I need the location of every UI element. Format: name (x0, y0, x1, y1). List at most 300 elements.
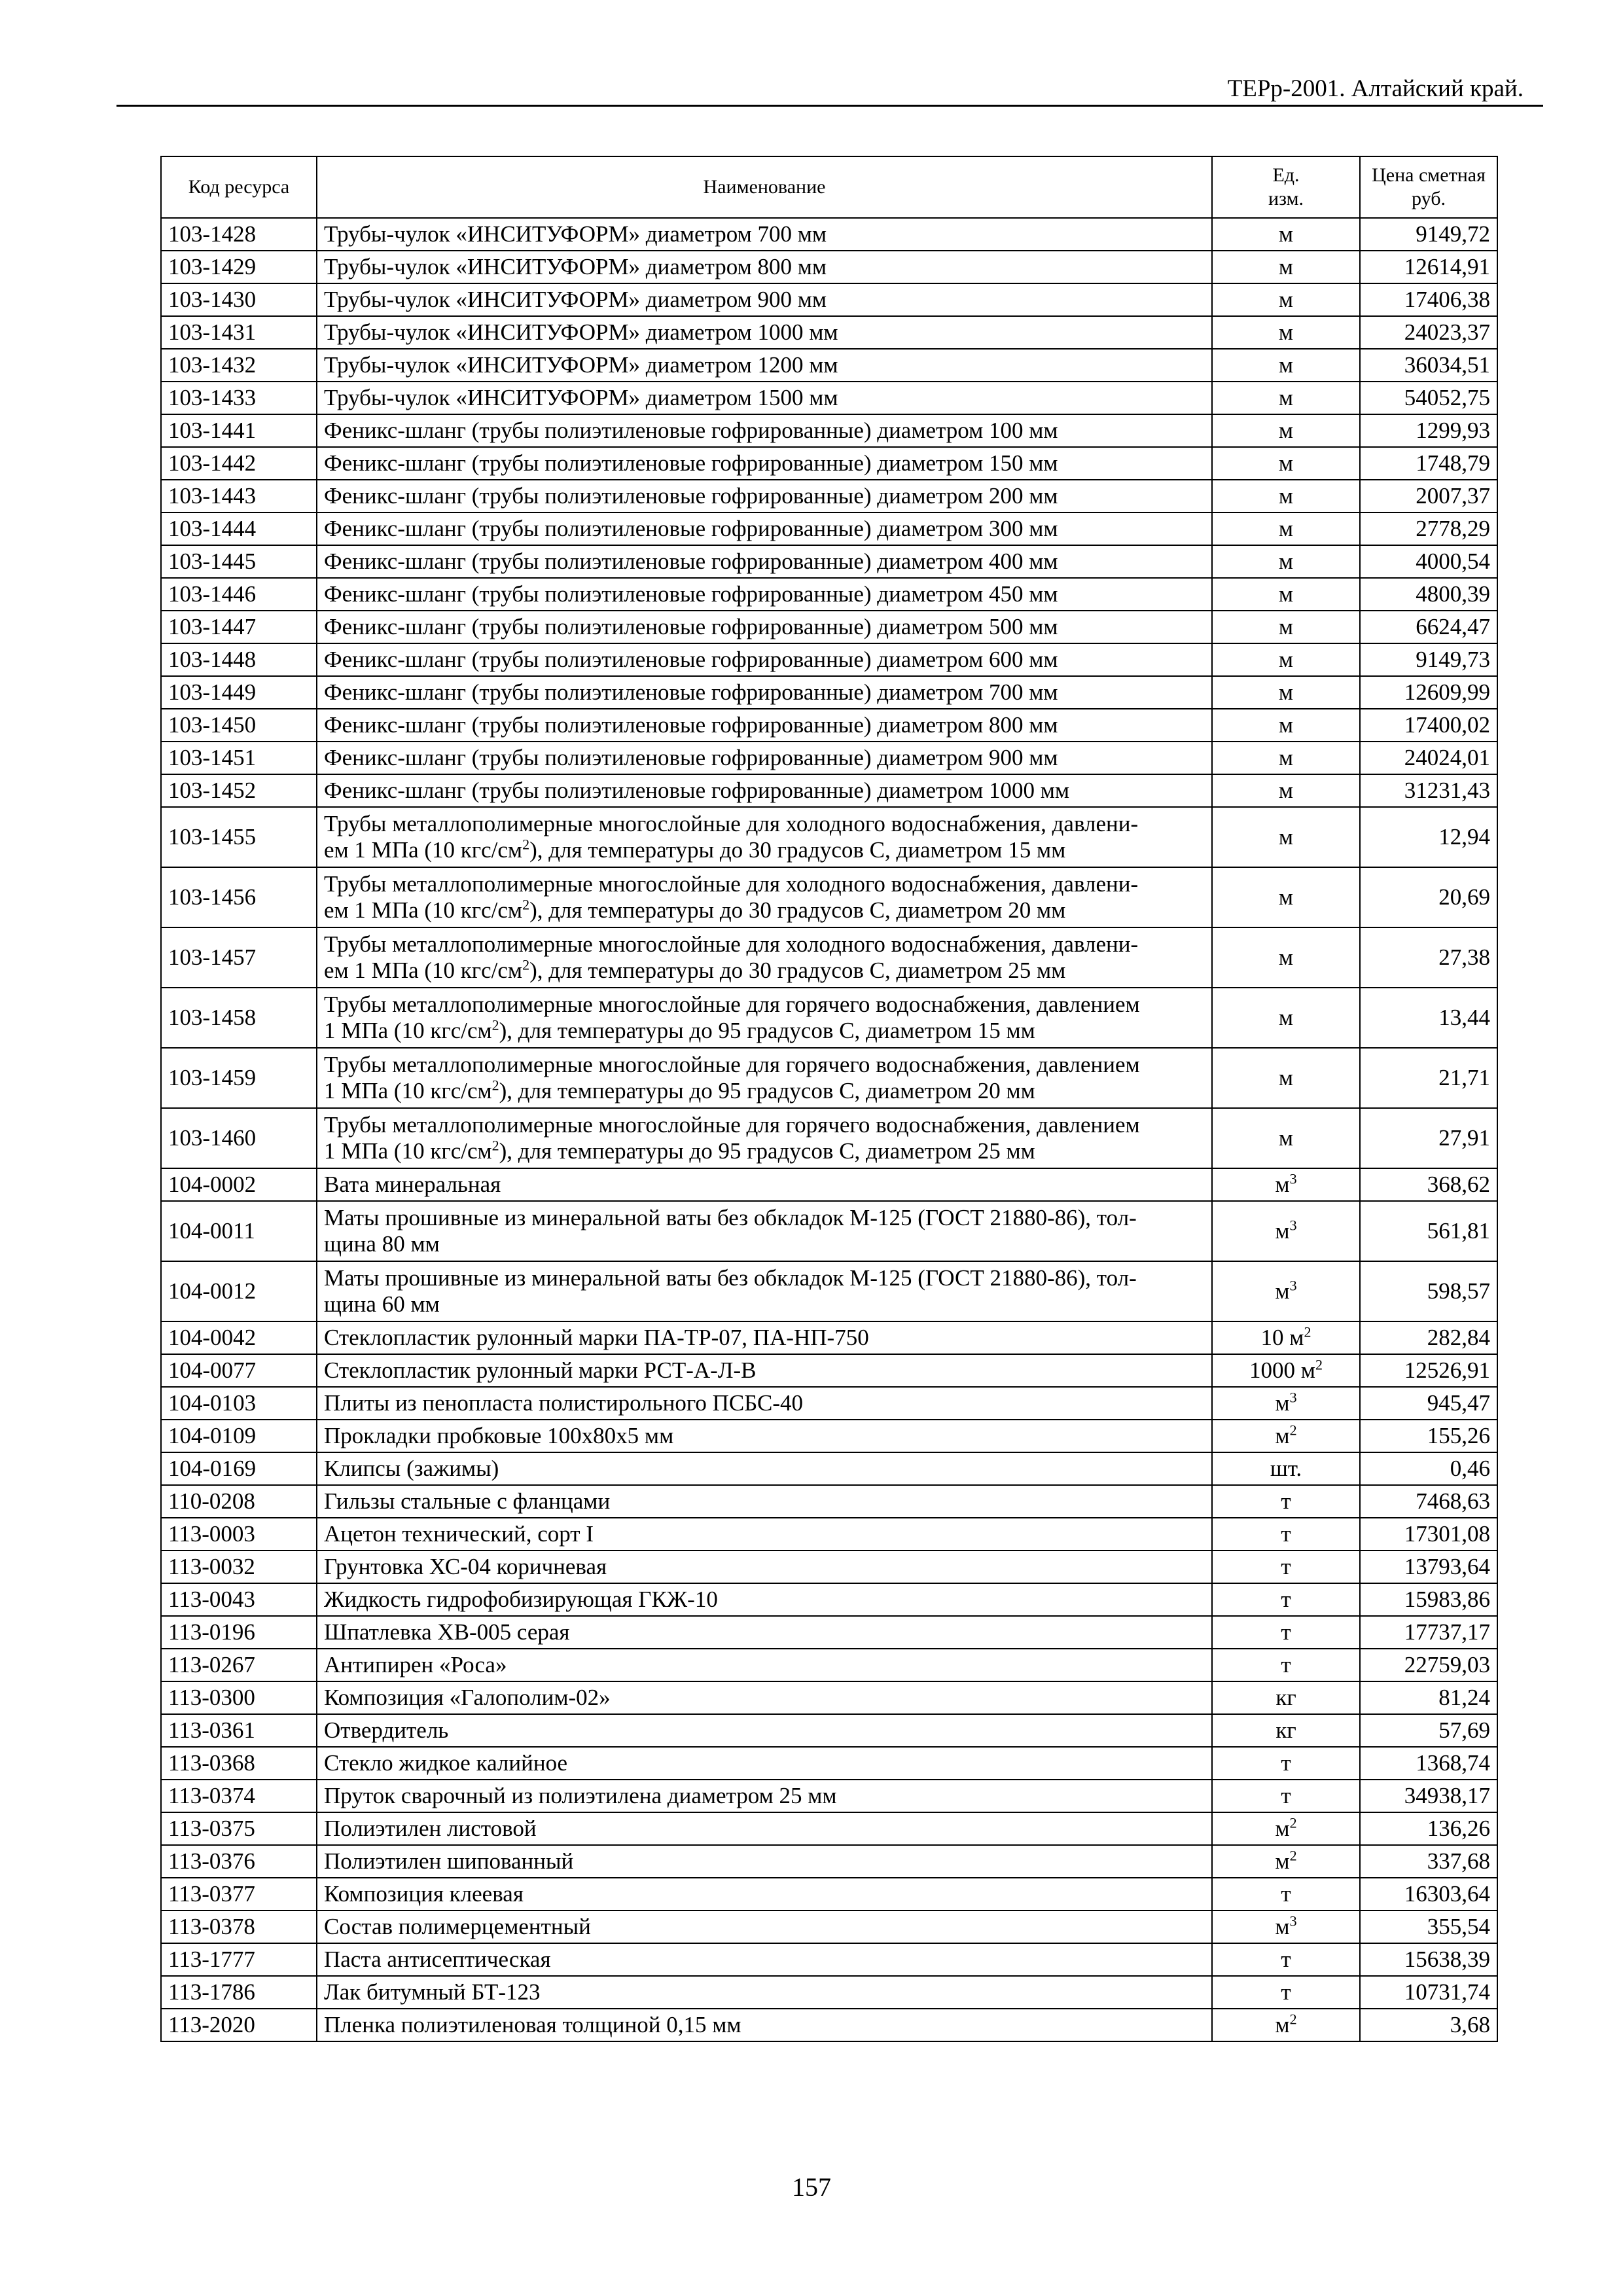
resource-code: 104-0012 (168, 1278, 257, 1304)
unit-of-measure: м (1275, 2012, 1290, 2037)
resource-code-cell (161, 316, 317, 349)
table-row (161, 807, 1497, 867)
unit-of-measure: т (1281, 1521, 1291, 1547)
unit-cell (1212, 218, 1360, 251)
resource-name: Шпатлевка ХВ-005 серая (324, 1619, 570, 1645)
unit-cell (1212, 1452, 1360, 1485)
resource-code-cell (161, 1649, 317, 1681)
estimated-price: 17400,02 (1404, 712, 1490, 738)
resource-name-cell (317, 1485, 1212, 1518)
resource-name-line: Трубы металлополимерные многослойные для холодного водоснабжения, давлени- (324, 811, 1139, 836)
table-row (161, 1108, 1497, 1168)
unit-superscript: 2 (1315, 1356, 1323, 1373)
table-row (161, 988, 1497, 1048)
price-cell (1360, 1943, 1497, 1976)
resource-name-cell (317, 218, 1212, 251)
price-cell (1360, 1780, 1497, 1812)
unit-of-measure: кг (1275, 1717, 1296, 1743)
resource-name-cell (317, 1518, 1212, 1551)
resource-code: 113-0376 (168, 1848, 255, 1874)
estimated-price: 12609,99 (1404, 679, 1490, 705)
unit-cell (1212, 382, 1360, 414)
unit-cell (1212, 414, 1360, 447)
running-header (116, 71, 1543, 107)
resource-name: Стеклопластик рулонный марки РСТ-А-Л-В (324, 1357, 757, 1383)
table-row (161, 283, 1497, 316)
unit-cell (1212, 709, 1360, 742)
resource-name-cell (317, 382, 1212, 414)
estimated-price: 561,81 (1427, 1218, 1490, 1244)
table-row (161, 1583, 1497, 1616)
resource-code: 103-1429 (168, 254, 257, 279)
resource-name: Лак битумный БТ-123 (324, 1979, 541, 2005)
superscript: 2 (491, 1016, 499, 1033)
estimated-price: 36034,51 (1404, 352, 1490, 378)
resource-code: 103-1446 (168, 581, 257, 607)
resource-code: 113-0043 (168, 1587, 255, 1612)
unit-superscript: 3 (1289, 1277, 1297, 1294)
table-row (161, 545, 1497, 578)
unit-cell (1212, 1108, 1360, 1168)
table-row (161, 251, 1497, 283)
resource-name-cell (317, 316, 1212, 349)
table-row (161, 1878, 1497, 1910)
resource-code-cell (161, 1420, 317, 1452)
unit-of-measure: т (1281, 1587, 1291, 1612)
estimated-price: 27,91 (1438, 1125, 1490, 1151)
table-row (161, 1048, 1497, 1108)
unit-cell (1212, 1616, 1360, 1649)
unit-of-measure: м (1278, 1125, 1294, 1151)
resource-name: Жидкость гидрофобизирующая ГКЖ-10 (324, 1587, 718, 1612)
unit-cell (1212, 578, 1360, 611)
unit-cell (1212, 1714, 1360, 1747)
resource-code-cell (161, 218, 317, 251)
estimated-price: 598,57 (1427, 1278, 1490, 1304)
price-cell (1360, 643, 1497, 676)
unit-of-measure: м (1278, 483, 1294, 509)
price-cell (1360, 251, 1497, 283)
resource-name-cell (317, 1551, 1212, 1583)
table-row (161, 1387, 1497, 1420)
resource-name-cell (317, 927, 1212, 988)
resource-name-line: ), для температуры до 30 градусов С, диаметром 20 мм (529, 897, 1066, 923)
resource-code-cell (161, 927, 317, 988)
resource-code: 104-0042 (168, 1325, 257, 1350)
unit-of-measure: м (1278, 548, 1294, 574)
price-cell (1360, 709, 1497, 742)
resource-name: Паста антисептическая (324, 1946, 551, 1972)
price-cell (1360, 1452, 1497, 1485)
superscript: 2 (522, 836, 530, 853)
resource-code: 103-1457 (168, 944, 257, 970)
resource-name-cell (317, 1354, 1212, 1387)
resource-name: Феникс-шланг (трубы полиэтиленовые гофрированные) диаметром 100 мм (324, 418, 1058, 443)
resource-code: 113-0375 (168, 1816, 255, 1841)
unit-cell (1212, 2009, 1360, 2041)
unit-cell (1212, 643, 1360, 676)
estimated-price: 27,38 (1438, 944, 1490, 970)
resource-name-cell (317, 283, 1212, 316)
price-cell (1360, 1168, 1497, 1201)
resource-code-cell (161, 414, 317, 447)
price-cell (1360, 611, 1497, 643)
resource-name-cell (317, 349, 1212, 382)
estimated-price: 9149,73 (1416, 647, 1490, 672)
price-cell (1360, 1420, 1497, 1452)
resource-name-line: ем 1 МПа (10 кгс/см (324, 897, 523, 923)
resource-name-cell (317, 1845, 1212, 1878)
table-row (161, 1649, 1497, 1681)
unit-of-measure: м (1278, 287, 1294, 312)
table-row (161, 1168, 1497, 1201)
unit-cell (1212, 1812, 1360, 1845)
resource-code: 104-0077 (168, 1357, 257, 1383)
unit-superscript: 3 (1289, 1217, 1297, 1234)
resource-code: 110-0208 (168, 1488, 255, 1514)
table-row (161, 1261, 1497, 1321)
resource-name-cell (317, 988, 1212, 1048)
table-row (161, 382, 1497, 414)
resource-name-line: щина 60 мм (324, 1291, 440, 1317)
resource-code-cell (161, 283, 317, 316)
unit-of-measure: кг (1275, 1685, 1296, 1710)
resource-code-cell (161, 1387, 317, 1420)
resource-code: 104-0002 (168, 1172, 257, 1197)
unit-of-measure: м (1278, 450, 1294, 476)
resource-code: 104-0011 (168, 1218, 255, 1244)
table-row (161, 218, 1497, 251)
page-number: 157 (792, 2172, 831, 2202)
resource-name: Вата минеральная (324, 1172, 501, 1197)
unit-cell (1212, 1878, 1360, 1910)
unit-cell (1212, 480, 1360, 512)
resource-code: 103-1432 (168, 352, 257, 378)
resource-name-line: Трубы металлополимерные многослойные для холодного водоснабжения, давлени- (324, 931, 1139, 957)
resource-name-cell (317, 1583, 1212, 1616)
resource-name-cell (317, 1452, 1212, 1485)
unit-of-measure: м (1278, 319, 1294, 345)
table-row (161, 512, 1497, 545)
estimated-price: 81,24 (1438, 1685, 1490, 1710)
resource-code-cell (161, 1551, 317, 1583)
resource-code: 103-1428 (168, 221, 257, 247)
unit-of-measure: м (1278, 778, 1294, 803)
resource-code: 113-1786 (168, 1979, 255, 2005)
unit-of-measure: м (1275, 1218, 1290, 1244)
unit-of-measure: м (1278, 614, 1294, 639)
table-row (161, 867, 1497, 927)
unit-of-measure: 1000 м (1249, 1357, 1315, 1383)
resource-name-cell (317, 1976, 1212, 2009)
price-cell (1360, 414, 1497, 447)
resource-code: 103-1433 (168, 385, 257, 410)
table-row (161, 1681, 1497, 1714)
unit-superscript: 2 (1289, 1847, 1297, 1864)
resource-name-line: ), для температуры до 95 градусов С, диаметром 20 мм (499, 1078, 1035, 1103)
resource-name-line: ем 1 МПа (10 кгс/см (324, 837, 523, 863)
estimated-price: 4000,54 (1416, 548, 1490, 574)
price-cell (1360, 578, 1497, 611)
column-header-code: Код ресурса (161, 156, 317, 218)
estimated-price: 1748,79 (1416, 450, 1490, 476)
resource-price-table (160, 156, 1498, 2042)
resource-code: 103-1460 (168, 1125, 257, 1151)
resource-code-cell (161, 611, 317, 643)
table-body (161, 218, 1497, 2041)
resource-name: Феникс-шланг (трубы полиэтиленовые гофрированные) диаметром 500 мм (324, 614, 1058, 639)
table-row (161, 480, 1497, 512)
price-cell (1360, 1878, 1497, 1910)
unit-cell (1212, 1321, 1360, 1354)
resource-code-cell (161, 349, 317, 382)
unit-cell (1212, 1048, 1360, 1108)
unit-of-measure: м (1278, 352, 1294, 378)
resource-code-cell (161, 867, 317, 927)
resource-code-cell (161, 742, 317, 774)
price-cell (1360, 1201, 1497, 1261)
unit-cell (1212, 1420, 1360, 1452)
resource-code-cell (161, 1201, 317, 1261)
price-cell (1360, 447, 1497, 480)
table-row (161, 1518, 1497, 1551)
unit-cell (1212, 1681, 1360, 1714)
unit-of-measure: м (1275, 1848, 1290, 1874)
resource-name-line: Маты прошивные из минеральной ваты без обкладок М-125 (ГОСТ 21880-86), тол- (324, 1265, 1137, 1291)
unit-cell (1212, 1168, 1360, 1201)
price-cell (1360, 382, 1497, 414)
price-cell (1360, 1747, 1497, 1780)
unit-cell (1212, 867, 1360, 927)
resource-name-cell (317, 742, 1212, 774)
estimated-price: 12,94 (1438, 824, 1490, 850)
price-cell (1360, 774, 1497, 807)
unit-superscript: 3 (1289, 1170, 1297, 1187)
resource-code: 113-1777 (168, 1946, 255, 1972)
unit-cell (1212, 807, 1360, 867)
resource-name: Феникс-шланг (трубы полиэтиленовые гофрированные) диаметром 700 мм (324, 679, 1058, 705)
resource-name-line: ем 1 МПа (10 кгс/см (324, 958, 523, 983)
unit-of-measure: м (1278, 1065, 1294, 1090)
unit-of-measure: т (1281, 1881, 1291, 1907)
resource-name-cell (317, 1943, 1212, 1976)
resource-code-cell (161, 1108, 317, 1168)
unit-of-measure: м (1275, 1914, 1290, 1939)
estimated-price: 3,68 (1450, 2012, 1490, 2037)
column-header-price: Цена сметная руб. (1360, 156, 1497, 218)
estimated-price: 54052,75 (1404, 385, 1490, 410)
document-title: ТЕРр-2001. Алтайский край. (1227, 75, 1524, 102)
resource-name: Клипсы (зажимы) (324, 1456, 499, 1481)
resource-code-cell (161, 1485, 317, 1518)
unit-of-measure: м (1278, 516, 1294, 541)
table-row (161, 676, 1497, 709)
table-row (161, 1201, 1497, 1261)
resource-code-cell (161, 709, 317, 742)
table-row (161, 1551, 1497, 1583)
resource-name-cell (317, 807, 1212, 867)
estimated-price: 20,69 (1438, 884, 1490, 910)
table-row (161, 927, 1497, 988)
unit-cell (1212, 742, 1360, 774)
estimated-price: 17406,38 (1404, 287, 1490, 312)
unit-of-measure: т (1281, 1488, 1291, 1514)
unit-cell (1212, 1910, 1360, 1943)
resource-name: Трубы-чулок «ИНСИТУФОРМ» диаметром 1000 мм (324, 319, 838, 345)
unit-superscript: 2 (1289, 1422, 1297, 1439)
estimated-price: 155,26 (1427, 1423, 1490, 1448)
resource-name-line: Трубы металлополимерные многослойные для горячего водоснабжения, давлением (324, 1052, 1140, 1077)
price-cell (1360, 218, 1497, 251)
price-cell (1360, 1321, 1497, 1354)
estimated-price: 57,69 (1438, 1717, 1490, 1743)
estimated-price: 15638,39 (1404, 1946, 1490, 1972)
superscript: 2 (491, 1077, 499, 1094)
unit-of-measure: м (1278, 824, 1294, 850)
resource-code-cell (161, 480, 317, 512)
price-cell (1360, 2009, 1497, 2041)
price-cell (1360, 1976, 1497, 2009)
resource-name: Трубы-чулок «ИНСИТУФОРМ» диаметром 1500 мм (324, 385, 838, 410)
resource-name-cell (317, 709, 1212, 742)
table-row (161, 611, 1497, 643)
resource-name-cell (317, 578, 1212, 611)
resource-name: Феникс-шланг (трубы полиэтиленовые гофрированные) диаметром 900 мм (324, 745, 1058, 770)
resource-code-cell (161, 447, 317, 480)
price-cell (1360, 927, 1497, 988)
resource-name-line: ), для температуры до 30 градусов С, диаметром 15 мм (529, 837, 1066, 863)
unit-of-measure: м (1278, 581, 1294, 607)
resource-name-cell (317, 1747, 1212, 1780)
resource-code-cell (161, 1681, 317, 1714)
resource-code-cell (161, 251, 317, 283)
unit-cell (1212, 447, 1360, 480)
price-cell (1360, 349, 1497, 382)
unit-cell (1212, 251, 1360, 283)
resource-code-cell (161, 578, 317, 611)
price-cell (1360, 676, 1497, 709)
resource-code: 113-0032 (168, 1554, 255, 1579)
unit-cell (1212, 1943, 1360, 1976)
resource-name: Трубы-чулок «ИНСИТУФОРМ» диаметром 900 мм (324, 287, 827, 312)
price-cell (1360, 1387, 1497, 1420)
resource-name: Пруток сварочный из полиэтилена диаметром 25 мм (324, 1783, 837, 1808)
resource-code-cell (161, 676, 317, 709)
price-cell (1360, 1910, 1497, 1943)
estimated-price: 337,68 (1427, 1848, 1490, 1874)
resource-code-cell (161, 545, 317, 578)
table-row (161, 1452, 1497, 1485)
resource-code: 113-0361 (168, 1717, 255, 1743)
estimated-price: 136,26 (1427, 1816, 1490, 1841)
estimated-price: 282,84 (1427, 1325, 1490, 1350)
estimated-price: 34938,17 (1404, 1783, 1490, 1808)
resource-code-cell (161, 1780, 317, 1812)
resource-name-cell (317, 1616, 1212, 1649)
estimated-price: 13793,64 (1404, 1554, 1490, 1579)
unit-cell (1212, 1845, 1360, 1878)
estimated-price: 945,47 (1427, 1390, 1490, 1416)
resource-name-cell (317, 545, 1212, 578)
resource-code: 103-1459 (168, 1065, 257, 1090)
price-cell (1360, 512, 1497, 545)
resource-name-line: ), для температуры до 95 градусов С, диаметром 15 мм (499, 1018, 1035, 1043)
unit-of-measure: м (1278, 1005, 1294, 1030)
resource-name: Трубы-чулок «ИНСИТУФОРМ» диаметром 1200 мм (324, 352, 838, 378)
resource-name-cell (317, 1048, 1212, 1108)
estimated-price: 15983,86 (1404, 1587, 1490, 1612)
price-cell (1360, 1649, 1497, 1681)
estimated-price: 13,44 (1438, 1005, 1490, 1030)
resource-code: 113-0003 (168, 1521, 255, 1547)
table-row (161, 709, 1497, 742)
resource-name: Трубы-чулок «ИНСИТУФОРМ» диаметром 700 мм (324, 221, 827, 247)
resource-code-cell (161, 1354, 317, 1387)
resource-name: Феникс-шланг (трубы полиэтиленовые гофрированные) диаметром 600 мм (324, 647, 1058, 672)
unit-of-measure: м (1278, 254, 1294, 279)
superscript: 2 (522, 956, 530, 973)
resource-name-cell (317, 1108, 1212, 1168)
unit-cell (1212, 1387, 1360, 1420)
unit-cell (1212, 316, 1360, 349)
unit-cell (1212, 988, 1360, 1048)
unit-cell (1212, 545, 1360, 578)
resource-name-cell (317, 867, 1212, 927)
resource-code: 104-0103 (168, 1390, 257, 1416)
resource-code-cell (161, 1878, 317, 1910)
unit-of-measure: шт. (1270, 1456, 1302, 1481)
unit-of-measure: м (1278, 884, 1294, 910)
resource-code-cell (161, 1845, 317, 1878)
unit-superscript: 2 (1289, 2011, 1297, 2028)
unit-of-measure: т (1281, 1554, 1291, 1579)
resource-name: Прокладки пробковые 100х80х5 мм (324, 1423, 674, 1448)
resource-name: Полиэтилен листовой (324, 1816, 537, 1841)
unit-of-measure: т (1281, 1619, 1291, 1645)
resource-code: 103-1442 (168, 450, 257, 476)
resource-name-cell (317, 251, 1212, 283)
resource-code: 103-1443 (168, 483, 257, 509)
resource-code: 113-0196 (168, 1619, 255, 1645)
resource-name-cell (317, 1201, 1212, 1261)
estimated-price: 22759,03 (1404, 1652, 1490, 1677)
resource-name: Феникс-шланг (трубы полиэтиленовые гофрированные) диаметром 300 мм (324, 516, 1058, 541)
price-cell (1360, 742, 1497, 774)
resource-name: Ацетон технический, сорт I (324, 1521, 594, 1547)
table-header-row (161, 156, 1497, 218)
resource-code-cell (161, 643, 317, 676)
resource-code-cell (161, 1910, 317, 1943)
resource-code: 103-1452 (168, 778, 257, 803)
resource-name-line: Маты прошивные из минеральной ваты без обкладок М-125 (ГОСТ 21880-86), тол- (324, 1205, 1137, 1230)
unit-of-measure: м (1278, 679, 1294, 705)
resource-code-cell (161, 807, 317, 867)
resource-name-cell (317, 512, 1212, 545)
resource-name-cell (317, 414, 1212, 447)
resource-name-line: Трубы металлополимерные многослойные для холодного водоснабжения, давлени- (324, 871, 1139, 897)
resource-code-cell (161, 2009, 317, 2041)
table-row (161, 1321, 1497, 1354)
unit-cell (1212, 283, 1360, 316)
estimated-price: 21,71 (1438, 1065, 1490, 1090)
estimated-price: 4800,39 (1416, 581, 1490, 607)
resource-name-cell (317, 643, 1212, 676)
table-row (161, 447, 1497, 480)
resource-name-cell (317, 447, 1212, 480)
resource-name-cell (317, 480, 1212, 512)
table-row (161, 1616, 1497, 1649)
resource-name: Плиты из пенопласта полистирольного ПСБС-40 (324, 1390, 804, 1416)
